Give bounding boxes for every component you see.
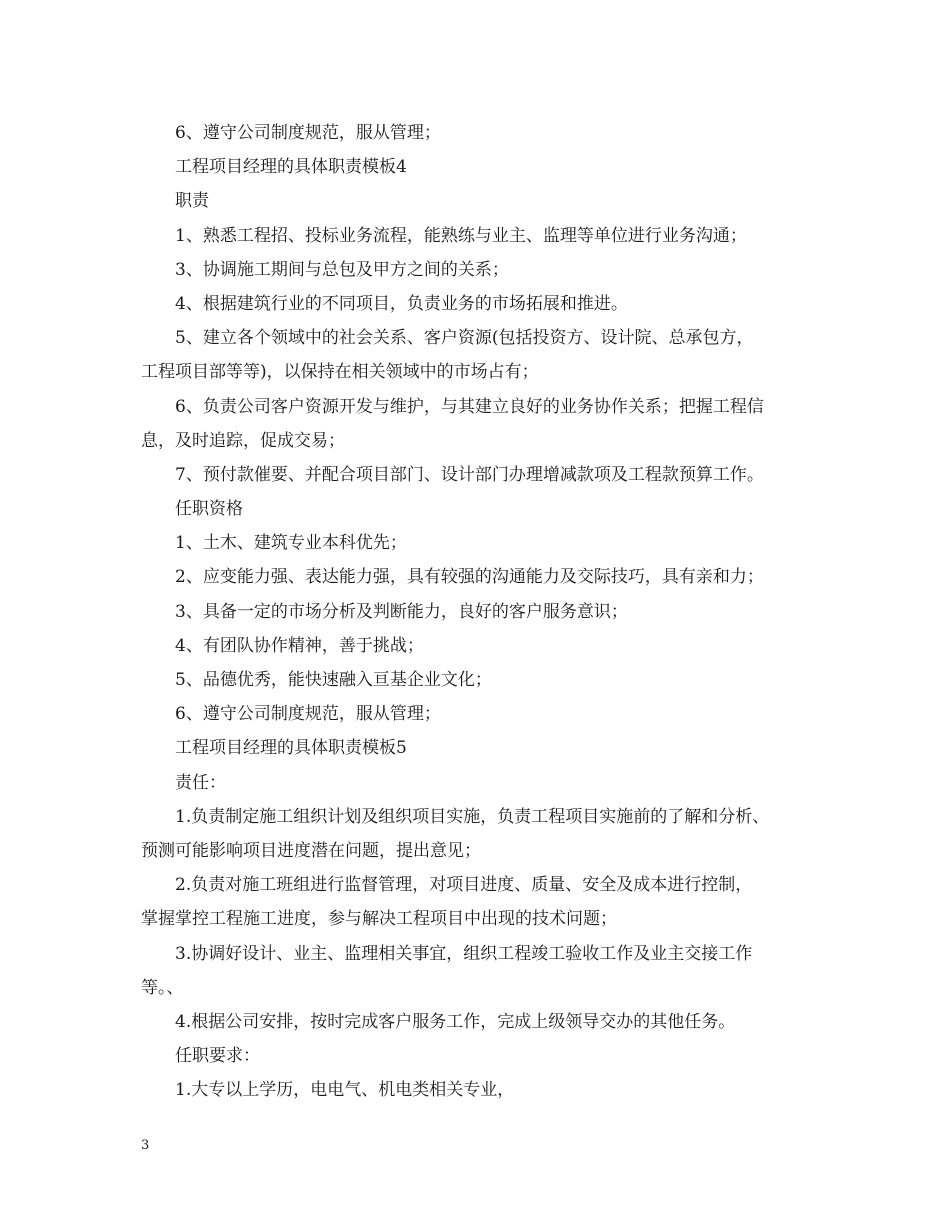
text-line: 工程项目经理的具体职责模板5 [175, 738, 407, 759]
text-line: 6、遵守公司制度规范，服从管理； [175, 704, 441, 725]
text-line: 7、预付款催要、并配合项目部门、设计部门办理增减款项及工程款预算工作。 [175, 464, 764, 485]
text-line: 1.负责制定施工组织计划及组织项目实施，负责工程项目实施前的了解和分析、 [175, 806, 770, 827]
text-line: 工程项目经理的具体职责模板4 [175, 157, 407, 178]
text-line: 4.根据公司安排，按时完成客户服务工作，完成上级领导交办的其他任务。 [175, 1011, 736, 1032]
text-line: 6、遵守公司制度规范，服从管理； [175, 123, 441, 143]
text-line: 3、协调施工期间与总包及甲方之间的关系； [175, 259, 509, 280]
text-line: 息，及时追踪，促成交易； [141, 430, 345, 451]
text-line: 1、土木、建筑专业本科优先； [175, 533, 407, 554]
text-line: 工程项目部等等)，以保持在相关领域中的市场占有； [141, 362, 539, 383]
page-number: 3 [141, 1138, 150, 1153]
text-line: 任职资格 [175, 499, 243, 520]
text-line: 责任： [175, 772, 226, 793]
text-line: 4、有团队协作精神，善于挑战； [175, 635, 424, 656]
text-line: 5、品德优秀，能快速融入亘基企业文化； [175, 670, 492, 690]
text-line: 5、建立各个领域中的社会关系、客户资源(包括投资方、设计院、总承包方， [175, 328, 754, 349]
text-line: 2、应变能力强、表达能力强，具有较强的沟通能力及交际技巧，具有亲和力； [175, 567, 764, 588]
document-body [141, 116, 821, 1107]
text-line: 2.负责对施工班组进行监督管理，对项目进度、质量、安全及成本进行控制， [175, 875, 753, 896]
text-line: 掌握掌控工程施工进度，参与解决工程项目中出现的技术问题； [141, 909, 617, 930]
text-line: 4、根据建筑行业的不同项目，负责业务的市场拓展和推进。 [175, 293, 628, 314]
text-line: 1、熟悉工程招、投标业务流程，能熟练与业主、监理等单位进行业务沟通； [175, 225, 747, 246]
text-line: 3.协调好设计、业主、监理相关事宜，组织工程竣工验收工作及业主交接工作 [175, 943, 753, 964]
text-line: 等。、 [141, 977, 184, 998]
text-line: 3、具备一定的市场分析及判断能力，良好的客户服务意识； [175, 601, 628, 622]
text-line: 任职要求： [175, 1046, 260, 1067]
text-line: 预测可能影响项目进度潜在问题，提出意见； [141, 840, 481, 861]
text-line: 6、负责公司客户资源开发与维护，与其建立良好的业务协作关系；把握工程信 [175, 396, 764, 417]
text-line: 职责 [175, 191, 209, 212]
text-line: 1.大专以上学历，电电气、机电类相关专业， [175, 1080, 515, 1101]
